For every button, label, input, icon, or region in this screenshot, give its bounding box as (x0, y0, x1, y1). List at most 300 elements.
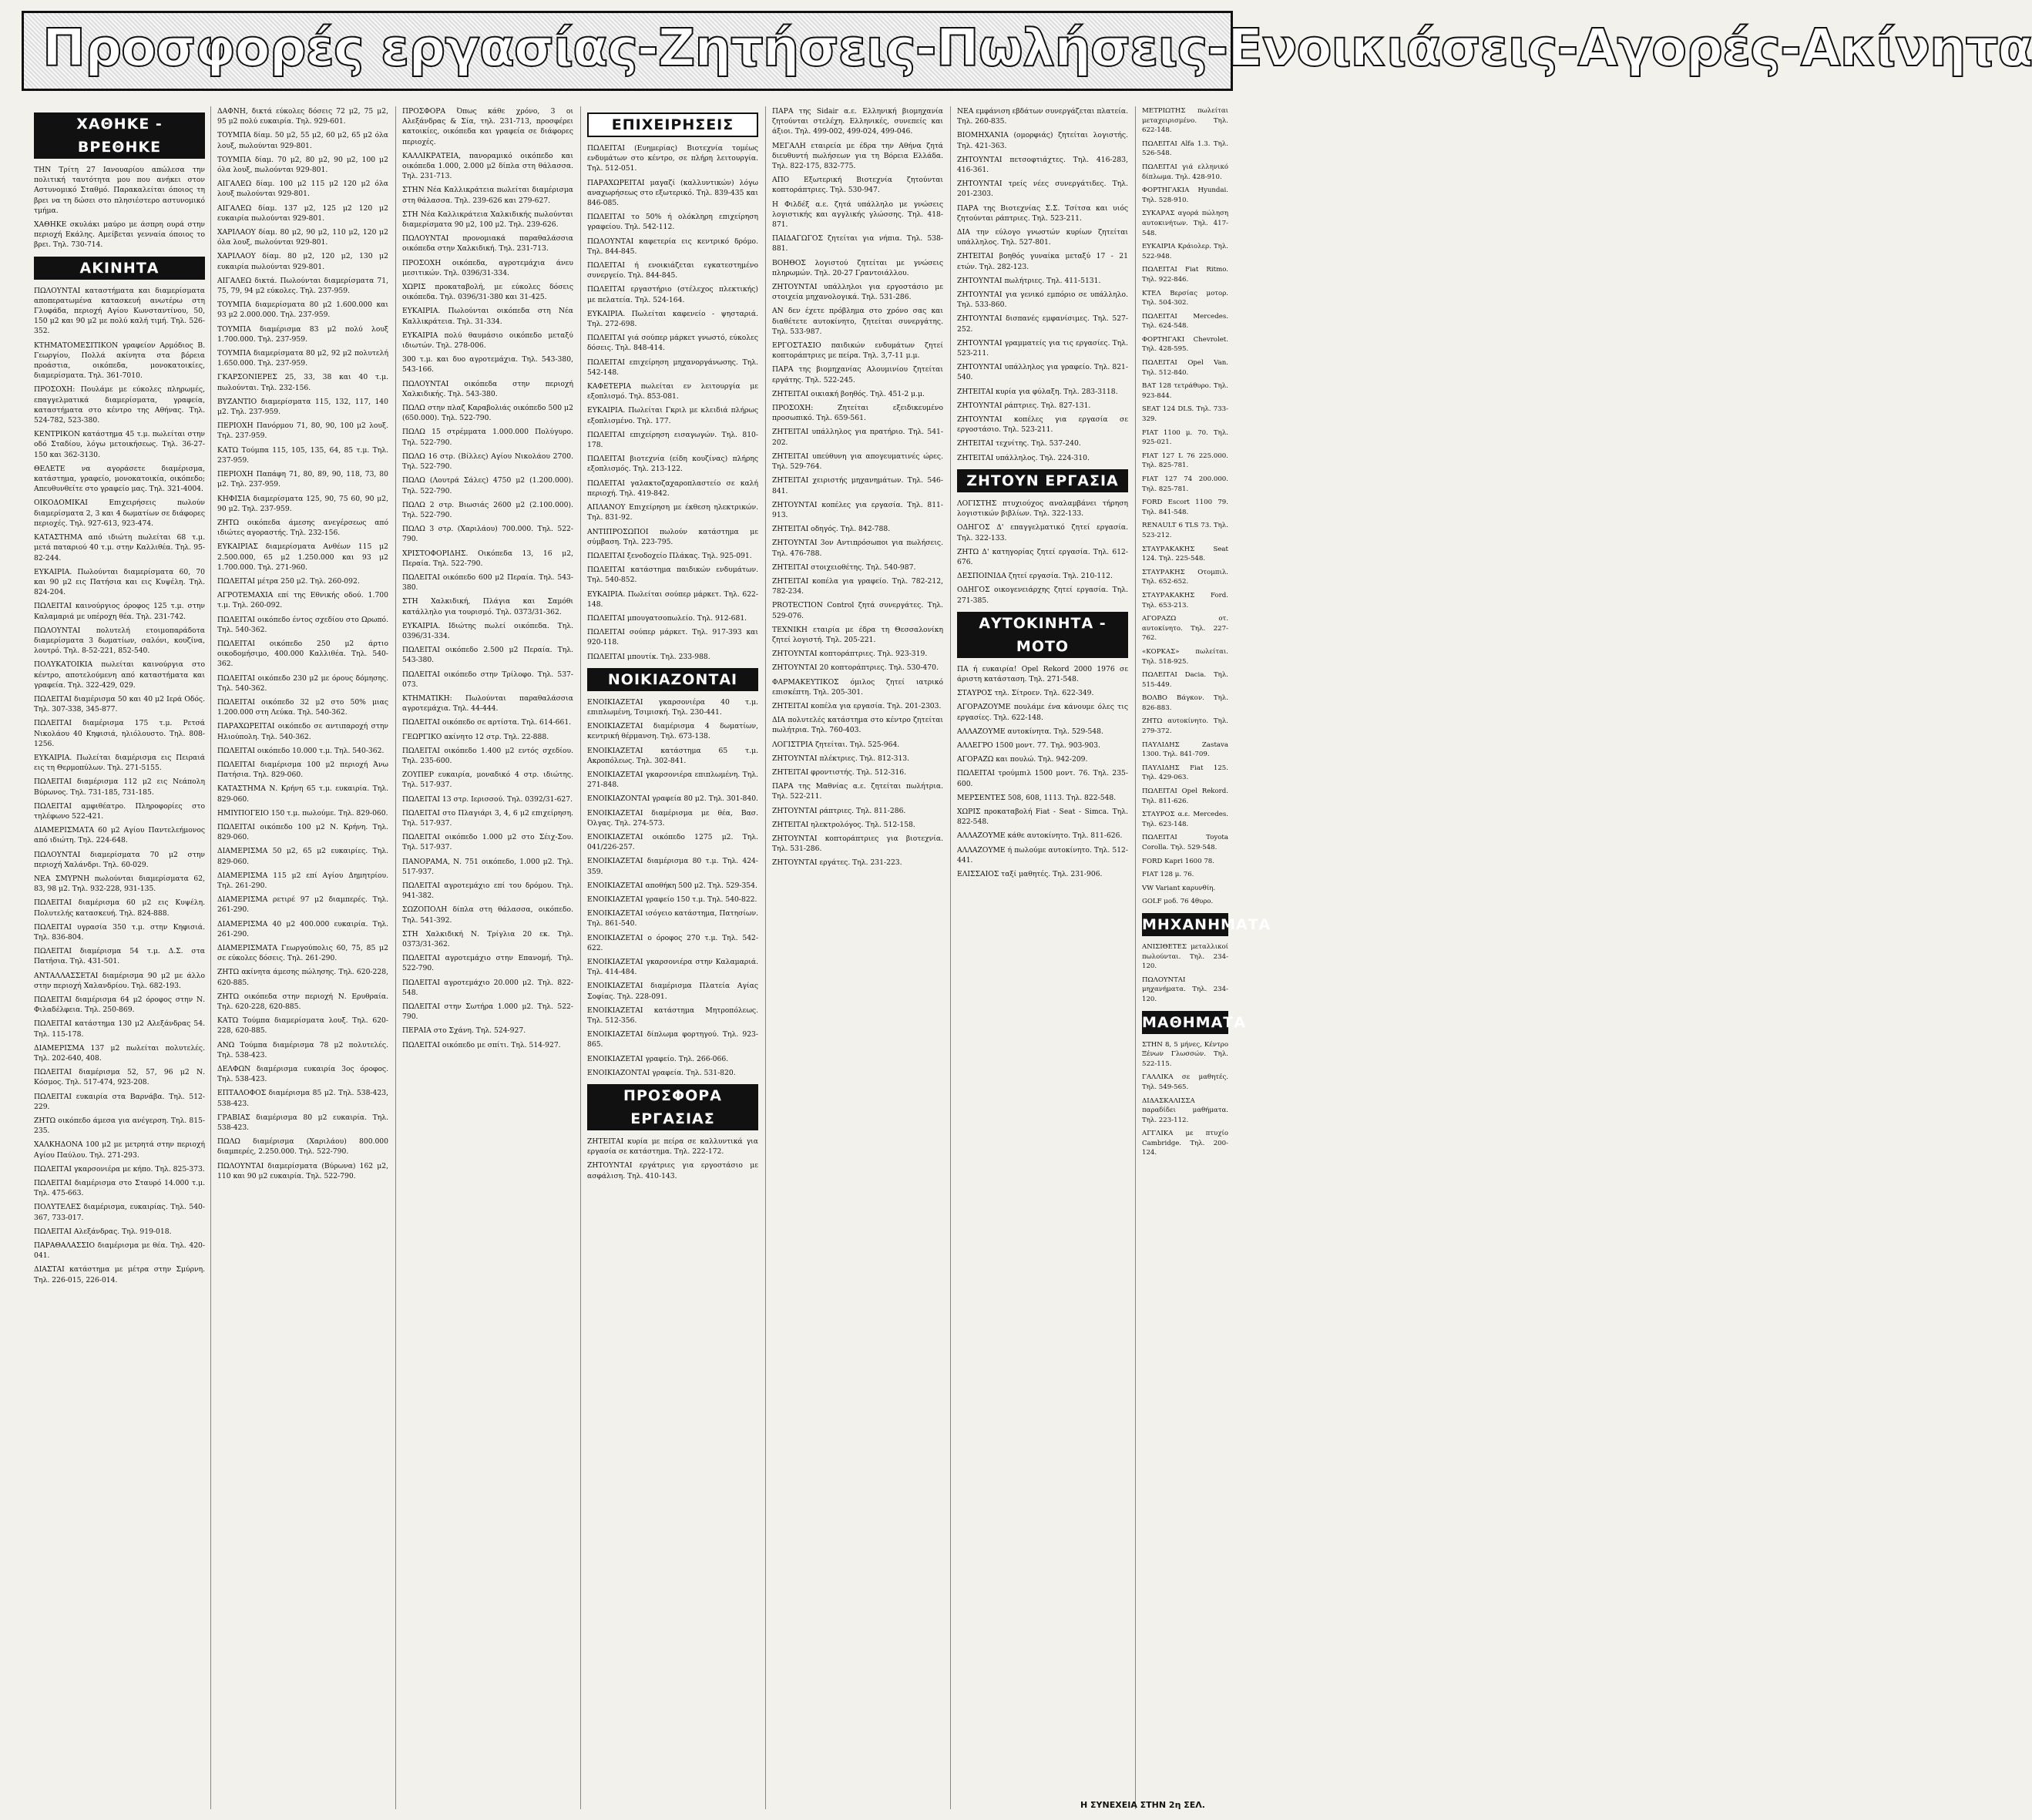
classified-ad (402, 1002, 573, 1022)
ad-text: ΖΗΤΕΙΤΑΙ κυρία για φύλαξη. Τηλ. 283-3118. (957, 387, 1118, 396)
ad-text: ΝΕΑ εμφάνιση εβδάτων συνεργάζεται πλατεία. Τηλ. 260-835. (957, 107, 1128, 126)
ad-text: ΓΡΑΒΙΑΣ διαμέρισμα 80 μ2 ευκαιρία. Τηλ. 538-423. (217, 1113, 388, 1133)
classified-ad (217, 348, 388, 368)
classified-ad (957, 727, 1128, 737)
ad-text: ΠΩΛΕΙΤΑΙ αγροτεμάχιο 20.000 μ2. Τηλ. 822-548. (402, 978, 573, 997)
ad-text: ΖΗΤΟΥΝΤΑΙ τρείς νέες συνεργάτιδες. Τηλ. 201-2303. (957, 180, 1128, 199)
section-heading: ΖΗΤΟΥΝ ΕΡΓΑΣΙΑ (957, 469, 1128, 492)
classified-ad (957, 130, 1128, 150)
classified-ad (402, 524, 573, 544)
classified-ad (34, 1043, 205, 1063)
ad-text: ΠΩΛΕΙΤΑΙ επιχείρηση μηχανοργάνωσης. Τηλ. 542-148. (587, 358, 758, 377)
classified-ad (217, 746, 388, 756)
classified-ad (587, 627, 758, 647)
classified-ad (217, 251, 388, 271)
classified-ad (587, 502, 758, 522)
ad-text: ΧΩΡΙΣ προκαταβολή Fiat - Seat - Simca. Τηλ. 822-548. (957, 807, 1128, 827)
classified-ad (957, 688, 1128, 698)
classified-ad (217, 106, 388, 126)
classified-ad (587, 613, 758, 623)
ad-text: ΧΑΡΙΛΑΟΥ δίαμ. 80 μ2, 90 μ2, 110 μ2, 120 μ2 όλα λουξ, πωλούνται 929-801. (217, 228, 388, 247)
classified-ad (34, 898, 205, 918)
classified-ad (587, 381, 758, 401)
ad-text: ΧΩΡΙΣ προκαταβολή, με εύκολες δόσεις οικόπεδα. Τηλ. 0396/31-380 και 31-425. (402, 283, 573, 302)
classified-ad (957, 807, 1128, 827)
ad-text: ΑΝΙΣΙΘΕΤΕΣ μεταλλικοί πωλούνται. Τηλ. 234-120. (1142, 942, 1228, 971)
classified-ad (217, 1040, 388, 1060)
classified-ad (217, 1137, 388, 1157)
ad-text: ΠΩΛΕΙΤΑΙ βιοτεχνία (είδη κουζίνας) πλήρης εξοπλισμός. Τηλ. 213-122. (587, 455, 758, 474)
ad-text: ΠΩΛΕΙΤΑΙ γιά ελληνικό δίπλωμα. Τηλ. 428-910. (1142, 163, 1228, 181)
ad-text: ΤΕΧΝΙΚΗ εταιρία με έδρα τη Θεσσαλονίκη ζητεί λογιστή. Τηλ. 205-221. (772, 625, 943, 644)
ad-text: ΕΝΟΙΚΙΑΖΕΤΑΙ γκαρσονιέρα επιπλωμένη. Τηλ. 271-848. (587, 770, 758, 790)
ad-text: ΑΓΟΡΑΖΟΥΜΕ πουλάμε ένα κάνουμε όλες τις εργασίες. Τηλ. 622-148. (957, 703, 1128, 722)
classified-ad (402, 1026, 573, 1036)
ad-text: ΒΟΗΘΟΣ λογιστού ζητείται με γνώσεις πληρωμών. Τηλ. 20-27 Γραντοιάλλου. (772, 258, 943, 277)
ad-text: ΤΟΥΜΠΑ διαμέρισμα 83 μ2 πολύ λουξ 1.700.000. Τηλ. 237-959. (217, 324, 388, 344)
classified-ad (34, 995, 205, 1015)
ad-text: ΕΛΙΣΣΑΙΟΣ ταξί μαθητές. Τηλ. 231-906. (957, 869, 1103, 878)
ad-text: ΕΝΟΙΚΙΑΖΕΤΑΙ δίπλωμα φορτηγού. Τηλ. 923-865. (587, 1030, 758, 1049)
classified-ad (587, 309, 758, 329)
ad-text: ΖΗΤΕΙΤΑΙ κοπέλα για εργασία. Τηλ. 201-2303. (772, 701, 942, 710)
classified-ad (1142, 1073, 1228, 1092)
ad-text: ΚΑΤΩ Τούμπα διαμερίσματα λουξ. Τηλ. 620-228, 620-885. (217, 1016, 388, 1036)
classified-ad (587, 697, 758, 717)
ad-text: ΣΤΑΥΡΑΚΑΚΗΣ Ford. Τηλ. 653-213. (1142, 591, 1228, 609)
classified-ad (217, 943, 388, 963)
ad-text: ΟΙΚΟΔΟΜΙΚΑΙ Επιχειρήσεις πωλούν διαμερίσματα 2, 3 και 4 δωματίων σε διάφορες περιοχές. Τηλ. 927-613, 923-474. (34, 499, 205, 528)
classified-ad (1142, 568, 1228, 587)
ad-text: ΖΗΤΕΙΤΑΙ υπάλληλος για πρατήριο. Τηλ. 541-202. (772, 428, 943, 447)
ad-text: ΕΝΟΙΚΙΑΖΕΤΑΙ διαμέρισμα 80 τ.μ. Τηλ. 424-359. (587, 857, 758, 876)
classified-ad (34, 874, 205, 894)
ad-text: ΖΗΤΩ οικόπεδα στην περιοχή Ν. Ερυθραία. Τηλ. 620-228, 620-885. (217, 992, 388, 1012)
classified-ad (402, 354, 573, 374)
ad-text: ΚΤΗΜΑΤΙΚΗ: Πωλούνται παραθαλάσσια αγροτεμάχια. Τηλ. 44-444. (402, 693, 573, 714)
classified-ad (34, 1241, 205, 1261)
ad-text: ΖΗΤΟΥΝΤΑΙ ράπτριες. Τηλ. 827-131. (957, 401, 1091, 410)
ad-text: GOLF μοδ. 76 4θυρο. (1142, 898, 1214, 906)
ad-text: ΠΩΛΕΙΤΑΙ οικόπεδο σε αρτίστα. Τηλ. 614-661. (402, 718, 572, 727)
ad-text: ΔΙΑ πολυτελές κατάστημα στο κέντρο ζητείται πωλήτρια. Τηλ. 760-403. (772, 716, 943, 735)
classified-ad (587, 333, 758, 353)
classified-ad (1142, 884, 1228, 894)
ad-text: ΖΗΤΕΙΤΑΙ βοηθός γυναίκα μεταξύ 17 - 21 ετών. Τηλ. 282-123. (957, 252, 1128, 271)
ad-text: ΣΤΗΝ 8, 5 μήνες, Κέντρο Ξένων Γλωσσών. Τηλ. 522-115. (1142, 1040, 1228, 1068)
classified-ad (402, 978, 573, 998)
ad-text: ΑΓΡΟΤΕΜΑΧΙΑ επί της Εθνικής οδού. 1.700 τ.μ. Τηλ. 260-092. (217, 591, 388, 610)
ad-text: ΠΕΡΙΟΧΗ Πανόρμου 71, 80, 90, 100 μ2 λουξ. Τηλ. 237-959. (217, 421, 388, 441)
classified-ad (1142, 209, 1228, 238)
ad-text: FIAT 127 74 200.000. Τηλ. 825-781. (1142, 475, 1228, 493)
ad-text: ΠΩΛΩ 15 στρέμματα 1.000.000 Πολύγυρο. Τηλ. 522-790. (402, 428, 573, 447)
classified-ad (217, 130, 388, 150)
ad-text: ΕΥΚΑΙΡΙΑ. Πωλούνται οικόπεδα στη Νέα Καλλικράτεια. Τηλ. 31-334. (402, 307, 573, 326)
ad-text: ΣΤΑΥΡΟΣ α.ε. Mercedes. Τηλ. 623-148. (1142, 811, 1228, 828)
classified-ad (402, 596, 573, 616)
classified-ad (402, 331, 573, 351)
ad-text: ΔΙΑΜΕΡΙΣΜΑ 40 μ2 400.000 ευκαιρία. Τηλ. 261-290. (217, 919, 388, 939)
classified-ad (772, 524, 943, 534)
classified-ad (1142, 358, 1228, 378)
ad-text: ΠΩΛΕΙΤΑΙ διαμέρισμα 54 τ.μ. Δ.Σ. στα Πατήσια. Τηλ. 431-501. (34, 947, 205, 966)
classified-ad (1142, 787, 1228, 806)
ad-text: ΠΩΛΟΥΝΤΑΙ προνομιακά παραθαλάσσια οικόπεδα στην Χαλκιδική. Τηλ. 231-713. (402, 234, 573, 254)
classified-ad (217, 1016, 388, 1036)
classified-ad (402, 621, 573, 641)
classified-ad (772, 341, 943, 361)
ad-text: ΑΙΓΑΛΕΩ δικτά. Πωλούνται διαμερίσματα 71, 75, 79, 94 μ2 εύκολες. Τηλ. 237-959. (217, 276, 388, 296)
classified-ad (217, 1113, 388, 1133)
section-heading: ΠΡΟΣΦΟΡΑ ΕΡΓΑΣΙΑΣ (587, 1084, 758, 1130)
ad-text: ΖΗΤΟΥΝΤΑΙ κοπτοράπτριες για βιοτεχνία. Τηλ. 531-286. (772, 834, 943, 854)
ad-text: ΣΥΚΑΡΑΣ αγορά πώληση αυτοκινήτων. Τηλ. 417-548. (1142, 210, 1228, 237)
classified-ad (957, 522, 1128, 542)
ad-text: ΠΩΛΕΙΤΑΙ Fiat Ritmo. Τηλ. 922-846. (1142, 266, 1228, 284)
classified-ad (217, 673, 388, 693)
classified-ad (772, 625, 943, 645)
ad-text: ΠΩΛΩ διαμέρισμα (Χαριλάου) 800.000 διαμπερές, 2.250.000. Τηλ. 522-790. (217, 1137, 388, 1157)
ad-text: ΠΩΛΕΙΤΑΙ μπουγατσοπωλείο. Τηλ. 912-681. (587, 613, 747, 623)
classified-ad (957, 831, 1128, 841)
ad-text: ΖΗΤΩ αυτοκίνητο. Τηλ. 279-372. (1142, 717, 1228, 736)
classified-ad (957, 869, 1128, 879)
classified-ad (34, 1019, 205, 1039)
classified-ad (957, 314, 1128, 334)
ad-text: ΜΕΓΑΛΗ εταιρεία με έδρα την Αθήνα ζητά διευθυντή πωλήσεων για τη Βόρεια Ελλάδα. Τηλ. 822-175, 832-775. (772, 141, 943, 171)
classified-ad (34, 1140, 205, 1160)
ad-text: FORD Kapri 1600 78. (1142, 857, 1215, 865)
classified-ad (587, 358, 758, 378)
classified-ad (1142, 265, 1228, 284)
ad-text: ΠΩΛΕΙΤΑΙ Opel Van. Τηλ. 512-840. (1142, 359, 1228, 377)
classified-ad (957, 754, 1128, 764)
classified-ad (34, 286, 205, 337)
classified-ad (217, 895, 388, 915)
classified-ad (217, 615, 388, 635)
ad-text: ΜΕΡΣΕΝΤΕΣ 508, 608, 1113. Τηλ. 822-548. (957, 793, 1117, 802)
ad-text: PROTECTION Control ζητά συνεργάτες. Τηλ. 529-076. (772, 601, 943, 620)
ad-text: ΚΕΝΤΡΙΚΟΝ κατάστημα 45 τ.μ. πωλείται στην οδό Σταδίου, λόγω μετοικήσεως. Τηλ. 36-27-150 και 362-3130. (34, 430, 205, 459)
classified-ad (1142, 591, 1228, 610)
classified-ad (402, 881, 573, 901)
classified-ad (34, 694, 205, 714)
ad-text: ΠΩΛΕΙΤΑΙ οικόπεδο 600 μ2 Περαία. Τηλ. 543-380. (402, 573, 573, 593)
classified-ad (1142, 857, 1228, 867)
ad-text: ΑΝ δεν έχετε πρόβλημα στο χρόνο σας και διαθέτετε αυτοκίνητο, ζητείται συνεργάτης. Τηλ. 533-987. (772, 307, 943, 336)
classified-ad (772, 740, 943, 750)
ad-text: ΤΟΥΜΠΑ δίαμ. 70 μ2, 80 μ2, 90 μ2, 100 μ2 όλα λουξ, πωλούνται 929-801. (217, 155, 388, 175)
ad-text: ΠΩΛΕΙΤΑΙ 13 στρ. Ιερισσού. Τηλ. 0392/31-627. (402, 794, 573, 804)
ad-text: ΒΟΛΒΟ Βάγκον. Τηλ. 826-883. (1142, 694, 1228, 712)
classified-ad (587, 794, 758, 804)
ad-text: ΑΝΩ Τούμπα διαμέρισμα 78 μ2 πολυτελές. Τηλ. 538-423. (217, 1040, 388, 1059)
ad-text: ΝΕΑ ΣΜΥΡΝΗ πωλούνται διαμερίσματα 62, 83, 98 μ2. Τηλ. 932-228, 931-135. (34, 874, 205, 894)
ad-text: ΑΛΛΕΓΡΟ 1500 μοντ. 77. Τηλ. 903-903. (957, 740, 1100, 750)
ad-text: ΖΗΤΩ Δ' κατηγορίας ζητεί εργασία. Τηλ. 612-676. (957, 547, 1128, 566)
classified-ad (402, 693, 573, 714)
ad-text: ΕΝΟΙΚΙΑΖΕΤΑΙ οικόπεδο 1275 μ2. Τηλ. 041/226-257. (587, 832, 758, 852)
ad-text: ΠΑΥΛΙΔΗΣ Fiat 125. Τηλ. 429-063. (1142, 764, 1228, 782)
ad-text: ΠΩΛΕΙΤΑΙ γαλακτοζαχαροπλαστείο σε καλή περιοχή. Τηλ. 419-842. (587, 479, 758, 498)
classified-ad (957, 251, 1128, 271)
classified-ad (587, 808, 758, 828)
ad-text: ΦΟΡΤΗΓΑΚΙ Chevrolet. Τηλ. 428-595. (1142, 335, 1228, 354)
classified-ad (1142, 942, 1228, 972)
ad-text: ΖΗΤΟΥΝΤΑΙ υπάλληλος για γραφείο. Τηλ. 821-540. (957, 363, 1128, 382)
ad-text: ΖΗΤΕΙΤΑΙ τεχνίτης. Τηλ. 537-240. (957, 439, 1081, 448)
ad-text: ΠΩΛΕΙΤΑΙ διαμέρισμα στο Σταυρό 14.000 τ.μ. Τηλ. 475-663. (34, 1179, 205, 1198)
section-heading: ΜΗΧΑΝΗΜΑΤΑ (1142, 913, 1228, 936)
ad-text: ΠΩΛΟΥΝΤΑΙ οικόπεδα στην περιοχή Χαλκιδικής. Τηλ. 543-380. (402, 379, 573, 398)
ad-text: ΠΑΡΑ της Μαθνίας α.ε. ζητείται πωλήτρια. Τηλ. 522-211. (772, 782, 943, 801)
classified-ad (217, 576, 388, 586)
classified-ad (402, 475, 573, 495)
ad-text: ΠΩΛΕΙΤΑΙ αμφιθέατρο. Πληροφορίες στο τηλέφωνο 522-421. (34, 801, 205, 821)
ad-text: ΖΗΤΟΥΝΤΑΙ πωλήτριες. Τηλ. 411-5131. (957, 276, 1101, 285)
ad-text: ΕΝΟΙΚΙΑΖΕΤΑΙ γκαρσονιέρα στην Καλαμαριά. Τηλ. 414-484. (587, 958, 758, 977)
classified-ad (957, 453, 1128, 463)
classified-ad (957, 227, 1128, 247)
classified-ad (1142, 717, 1228, 736)
classified-ad (587, 1137, 758, 1157)
classified-ad (772, 754, 943, 764)
ad-text: ΠΩΛΕΙΤΑΙ Opel Rekord. Τηλ. 811-626. (1142, 787, 1228, 805)
classified-ad (1142, 405, 1228, 424)
classified-ad (34, 1202, 205, 1222)
classified-ad (402, 403, 573, 423)
ad-text: ΖΗΤΕΙΤΑΙ κοπέλα για γραφείο. Τηλ. 782-212, 782-234. (772, 576, 943, 596)
classified-ad (402, 452, 573, 472)
ad-text: ΧΑΛΚΗΔΟΝΑ 100 μ2 με μετρητά στην περιοχή Αγίου Παύλου. Τηλ. 271-293. (34, 1140, 205, 1160)
classified-ad (957, 664, 1128, 684)
classified-ad (402, 808, 573, 828)
ad-text: ΑΛΛΑΖΟΥΜΕ ή πωλούμε αυτοκίνητο. Τηλ. 512-441. (957, 845, 1128, 865)
classified-ad (402, 185, 573, 205)
ad-text: ΠΩΛΕΙΤΑΙ το 50% ή ολόκληρη επιχείρηση γραφείου. Τηλ. 542-112. (587, 213, 758, 232)
ad-text: ΕΠΤΑΛΟΦΟΣ διαμέρισμα 85 μ2. Τηλ. 538-423, 538-423. (217, 1089, 388, 1108)
classified-ad (587, 770, 758, 790)
ad-text: ΓΕΩΡΓΙΚΟ ακίνητο 12 στρ. Τηλ. 22-888. (402, 732, 549, 741)
classified-ad (402, 953, 573, 973)
classified-ad (957, 203, 1128, 223)
classified-ad (1142, 428, 1228, 448)
ad-text: ΠΩΛΕΙΤΑΙ ή ενοικιάζεται εγκατεστημένο συνεργείο. Τηλ. 844-845. (587, 261, 758, 280)
ad-text: ΖΗΤΟΥΝΤΑΙ κοπέλες για εργασία σε εργοστάσιο. Τηλ. 523-211. (957, 415, 1128, 435)
ad-text: ΕΥΚΑΙΡΙΑ πολύ θαυμάσιο οικόπεδο μεταξύ ιδιωτών. Τηλ. 278-006. (402, 331, 573, 351)
classified-ad (1142, 106, 1228, 136)
classified-ad (34, 946, 205, 966)
ad-text: ΠΡΟΣΟΧΗ οικόπεδα, αγροτεμάχια άνευ μεσιτικών. Τηλ. 0396/31-334. (402, 258, 573, 277)
classified-ad (217, 967, 388, 987)
classified-ad (34, 801, 205, 821)
classified-ad (587, 1029, 758, 1049)
classified-ad (957, 338, 1128, 358)
ad-text: ΠΩΛΕΙΤΑΙ Alfa 1.3. Τηλ. 526-548. (1142, 139, 1228, 158)
ad-text: FIAT 1100 μ. 70. Τηλ. 925-021. (1142, 428, 1228, 447)
column-3 (402, 106, 573, 1809)
ad-text: ΚΑΤΑΣΤΗΜΑ Ν. Κρήνη 65 τ.μ. ευκαιρία. Τηλ. 829-060. (217, 784, 388, 804)
classified-ad (772, 715, 943, 735)
classified-ad (217, 179, 388, 199)
ad-text: ΣΩΖΟΠΟΛΗ δίπλα στη θάλασσα, οικόπεδο. Τηλ. 541-392. (402, 905, 573, 925)
classified-ad (1142, 335, 1228, 354)
section-heading: ΑΥΤΟΚΙΝΗΤΑ - ΜΟΤΟ (957, 612, 1128, 658)
classified-ad (1142, 740, 1228, 760)
classified-ad (34, 384, 205, 425)
classified-ad (587, 1160, 758, 1180)
ad-text: ΤΟΥΜΠΑ διαμερίσματα 80 μ2, 92 μ2 πολυτελή 1.650.000. Τηλ. 237-959. (217, 349, 388, 368)
classified-ad (34, 464, 205, 495)
section-heading: ΜΑΘΗΜΑΤΑ (1142, 1011, 1228, 1034)
ad-text: ΕΥΚΑΙΡΙΑ Κράιολερ. Τηλ. 522-948. (1142, 243, 1228, 260)
ad-text: ΠΩΛΕΙΤΑΙ μέτρα 250 μ2. Τηλ. 260-092. (217, 576, 360, 586)
classified-ad (957, 415, 1128, 435)
ad-text: ΣΤΑΥΡΑΚΗΣ Οτομπιλ. Τηλ. 652-652. (1142, 568, 1228, 586)
classified-ad (772, 677, 943, 697)
classified-ad (217, 372, 388, 392)
classified-ad (34, 498, 205, 529)
ad-text: ΠΩΛΕΙΤΑΙ οικόπεδο 100 μ2 Ν. Κρήνη. Τηλ. 829-060. (217, 822, 388, 842)
ad-text: ΠΩΛΕΙΤΑΙ τρούμπιλ 1500 μοντ. 76. Τηλ. 235-600. (957, 769, 1128, 788)
classified-ad (772, 403, 943, 423)
classified-ad (217, 992, 388, 1012)
classified-ad (772, 649, 943, 659)
classified-ad (587, 1068, 758, 1078)
ad-text: ΓΚΑΡΣΟΝΙΕΡΕΣ 25, 33, 38 και 40 τ.μ. πωλούνται. Τηλ. 232-156. (217, 373, 388, 392)
ad-text: ΦΟΡΤΗΓΑΚΙΑ Hyundai. Τηλ. 528-910. (1142, 186, 1228, 204)
ad-text: ΤΟΥΜΠΑ διαμερίσματα 80 μ2 1.600.000 και 93 μ2 2.000.000. Τηλ. 237-959. (217, 301, 388, 320)
classified-ad (402, 427, 573, 447)
classified-ad (587, 895, 758, 905)
classified-ad (1142, 139, 1228, 159)
classified-ad (217, 203, 388, 223)
ad-text: ΠΩΛΕΙΤΑΙ μπουτίκ. Τηλ. 233-988. (587, 652, 710, 661)
classified-ad (34, 532, 205, 563)
ad-text: ΘΕΛΕΤΕ να αγοράσετε διαμέρισμα, κατάστημα, γραφείο, μονοκατοικία, οικόπεδο; Απευθυνθείτε στο γραφείο μας. Τηλ. 321-4004. (34, 464, 205, 494)
ad-text: ΠΩΛΕΙΤΑΙ διαμέρισμα 60 μ2 εις Κυψέλη. Πολυτελής κατασκευή. Τηλ. 824-888. (34, 898, 205, 918)
ad-text: ΖΗΤΕΙΤΑΙ στοιχειοθέτης. Τηλ. 540-987. (772, 562, 916, 572)
classified-ad (402, 670, 573, 690)
classified-ad (402, 770, 573, 790)
ad-text: ΕΝΟΙΚΙΑΖΕΤΑΙ αποθήκη 500 μ2. Τηλ. 529-354. (587, 881, 757, 890)
ad-text: RENAULT 6 TLS 73. Τηλ. 523-212. (1142, 522, 1228, 539)
classified-ad (402, 500, 573, 520)
classified-ad (587, 652, 758, 662)
classified-ad (957, 155, 1128, 175)
classified-ad (34, 660, 205, 690)
classified-ad (587, 933, 758, 953)
ad-text: ΠΩΛΕΙΤΑΙ ευκαιρία στα Βαρνάβα. Τηλ. 512-229. (34, 1092, 205, 1111)
ad-text: ΒΙΟΜΗΧΑΝΙΑ (ομορφιάς) ζητείται λογιστής. Τηλ. 421-363. (957, 131, 1128, 150)
ad-text: ΕΥΚΑΙΡΙΑ. Πωλούνται διαμερίσματα 60, 70 και 90 μ2 εις Πατήσια και εις Κυψέλη. Τηλ. 824-204. (34, 567, 205, 597)
classified-ad (217, 324, 388, 344)
ad-text: ΠΩΛΕΙΤΑΙ υγρασία 350 τ.μ. στην Κηφισιά. Τηλ. 836-804. (34, 922, 205, 942)
ad-text: ΚΑΦΕΤΕΡΙΑ πωλείται εν λειτουργία με εξοπλισμό. Τηλ. 853-081. (587, 382, 758, 401)
ad-text: ΠΩΛΕΙΤΑΙ οικόπεδο στην Τρίλοφο. Τηλ. 537-073. (402, 670, 573, 689)
classified-ad (34, 922, 205, 942)
ad-text: ΖΗΤΟΥΝΤΑΙ εργάτες. Τηλ. 231-223. (772, 858, 902, 868)
classified-ad (1142, 312, 1228, 331)
classified-ad (1142, 498, 1228, 517)
ad-text: ΖΗΤΟΥΝΤΑΙ 3ον Αντιπρόσωποι για πωλήσεις. Τηλ. 476-788. (772, 539, 943, 558)
classified-ad (217, 639, 388, 670)
ad-text: ΠΡΟΣΟΧΗ: Ζητείται εξειδικευμένο προσωπικό. Τηλ. 659-561. (772, 404, 943, 423)
classified-ad (217, 155, 388, 175)
ad-text: ΠΩΛΕΙΤΑΙ Αλεξάνδρας. Τηλ. 919-018. (34, 1227, 172, 1236)
classified-ad (1142, 545, 1228, 564)
ad-text: ΠΩΛΕΙΤΑΙ οικόπεδο 2.500 μ2 Περαία. Τηλ. 543-380. (402, 646, 573, 665)
ad-text: ΠΩΛΕΙΤΑΙ οικόπεδο 1.000 μ2 στο Σέιχ-Σου. Τηλ. 517-937. (402, 833, 573, 852)
column-divider (580, 106, 581, 1809)
classified-ad (957, 793, 1128, 803)
classified-ad (1142, 1096, 1228, 1126)
ad-text: ΣΤΑΥΡΑΚΑΚΗΣ Seat 124. Τηλ. 225-548. (1142, 545, 1228, 563)
ad-text: ΠΩΛΕΙΤΑΙ Toyota Corolla. Τηλ. 529-548. (1142, 834, 1228, 851)
classified-ad (772, 364, 943, 384)
ad-text: ΖΗΤΕΙΤΑΙ κυρία με πείρα σε καλλυντικά για εργασία σε κατάστημα. Τηλ. 222-172. (587, 1137, 758, 1157)
column-2 (217, 106, 388, 1809)
classified-ad (217, 721, 388, 741)
classified-ad (587, 430, 758, 450)
classified-ad (1142, 1129, 1228, 1158)
classified-ad (402, 732, 573, 742)
classified-ad (217, 445, 388, 465)
classified-ad (402, 258, 573, 278)
ad-text: ΒΥΖΑΝΤΙΟ διαμερίσματα 115, 132, 117, 140 μ2. Τηλ. 237-959. (217, 397, 388, 417)
ad-text: ΠΩΛΟΥΝΤΑΙ καφετερία εις κεντρικό δρόμο. Τηλ. 844-845. (587, 237, 758, 256)
classified-ad (587, 260, 758, 280)
ad-text: ΗΜΙΥΠΟΓΕΙΟ 150 τ.μ. πωλούμε. Τηλ. 829-060. (217, 808, 388, 818)
classified-ad (217, 1064, 388, 1084)
classified-ad (34, 567, 205, 598)
classified-ad (217, 697, 388, 717)
ad-text: ΓΑΛΛΙΚΑ σε μαθητές. Τηλ. 549-565. (1142, 1073, 1228, 1091)
classified-ad (34, 220, 205, 250)
classified-ad (34, 1092, 205, 1112)
ad-text: ΑΛΛΑΖΟΥΜΕ αυτοκίνητα. Τηλ. 529-548. (957, 727, 1103, 736)
ad-text: ΑΝΤΑΛΛΑΣΣΕΤΑΙ διαμέρισμα 90 μ2 με άλλο στην περιοχή Χαλανδρίου. Τηλ. 682-193. (34, 971, 205, 990)
ad-text: ΔΙΑΣΤΑΙ κατάστημα με μέτρα στην Σμύρνη. Τηλ. 226-015, 226-014. (34, 1265, 205, 1284)
ad-text: ΔΙΑ την εύλογο γνωστών κυρίων ζητείται υπάλληλος. Τηλ. 527-801. (957, 228, 1128, 247)
ad-text: ΠΩΛΕΙΤΑΙ κατάστημα 130 μ2 Αλεξάνδρας 54. Τηλ. 115-178. (34, 1019, 205, 1039)
classified-ad (772, 538, 943, 558)
classified-ad (772, 475, 943, 495)
ad-text: ΔΙΑΜΕΡΙΣΜΑΤΑ Γεωργούπολις 60, 75, 85 μ2 σε εύκολες δόσεις. Τηλ. 261-290. (217, 944, 388, 963)
ad-text: ΔΙΑΜΕΡΙΣΜΑ ρετιρέ 97 μ2 διαμπερές. Τηλ. 261-290. (217, 895, 388, 915)
classified-ad (772, 427, 943, 447)
ad-text: ΛΟΓΙΣΤΡΙΑ ζητείται. Τηλ. 525-964. (772, 740, 900, 749)
ad-text: ΕΥΚΑΙΡΙΑΣ διαμερίσματα Ανθέων 115 μ2 2.500.000, 65 μ2 1.250.000 και 93 μ2 1.700.000. Τηλ. 271-960. (217, 542, 388, 572)
classified-ad (587, 551, 758, 561)
ad-text: ΠΑΡΑΘΑΛΑΣΣΙΟ διαμέρισμα με θέα. Τηλ. 420-041. (34, 1241, 205, 1261)
classified-ad (34, 825, 205, 845)
ad-text: ΔΕΛΦΩΝ διαμέρισμα ευκαιρία 3ος όροφος. Τηλ. 538-423. (217, 1065, 388, 1084)
ad-text: ΠΩΛΕΙΤΑΙ οικόπεδο 1.400 μ2 εντός σχεδίου. Τηλ. 235-600. (402, 746, 573, 765)
classified-ad (217, 542, 388, 573)
column-4 (587, 106, 758, 1809)
classified-ad (1142, 475, 1228, 494)
ad-text: ΔΑΦΝΗ, δικτά εύκολες δόσεις 72 μ2, 75 μ2, 95 μ2 πολύ ευκαιρία. Τηλ. 929-601. (217, 107, 388, 126)
classified-ad (217, 919, 388, 939)
classified-ad (772, 767, 943, 777)
ad-text: FORD Escort 1100 79. Τηλ. 841-548. (1142, 499, 1228, 516)
classified-ad (772, 562, 943, 573)
classified-ad (1142, 521, 1228, 540)
ad-text: ΠΡΟΣΟΧΗ: Πουλάμε με εύκολες πληρωμές, επαγγελματικά διαμερίσματα, γραφεία, καταστήματα στο κέντρο της Αθήνας. Τηλ. 524-782, 523-380. (34, 385, 205, 425)
classified-ad (957, 387, 1128, 397)
